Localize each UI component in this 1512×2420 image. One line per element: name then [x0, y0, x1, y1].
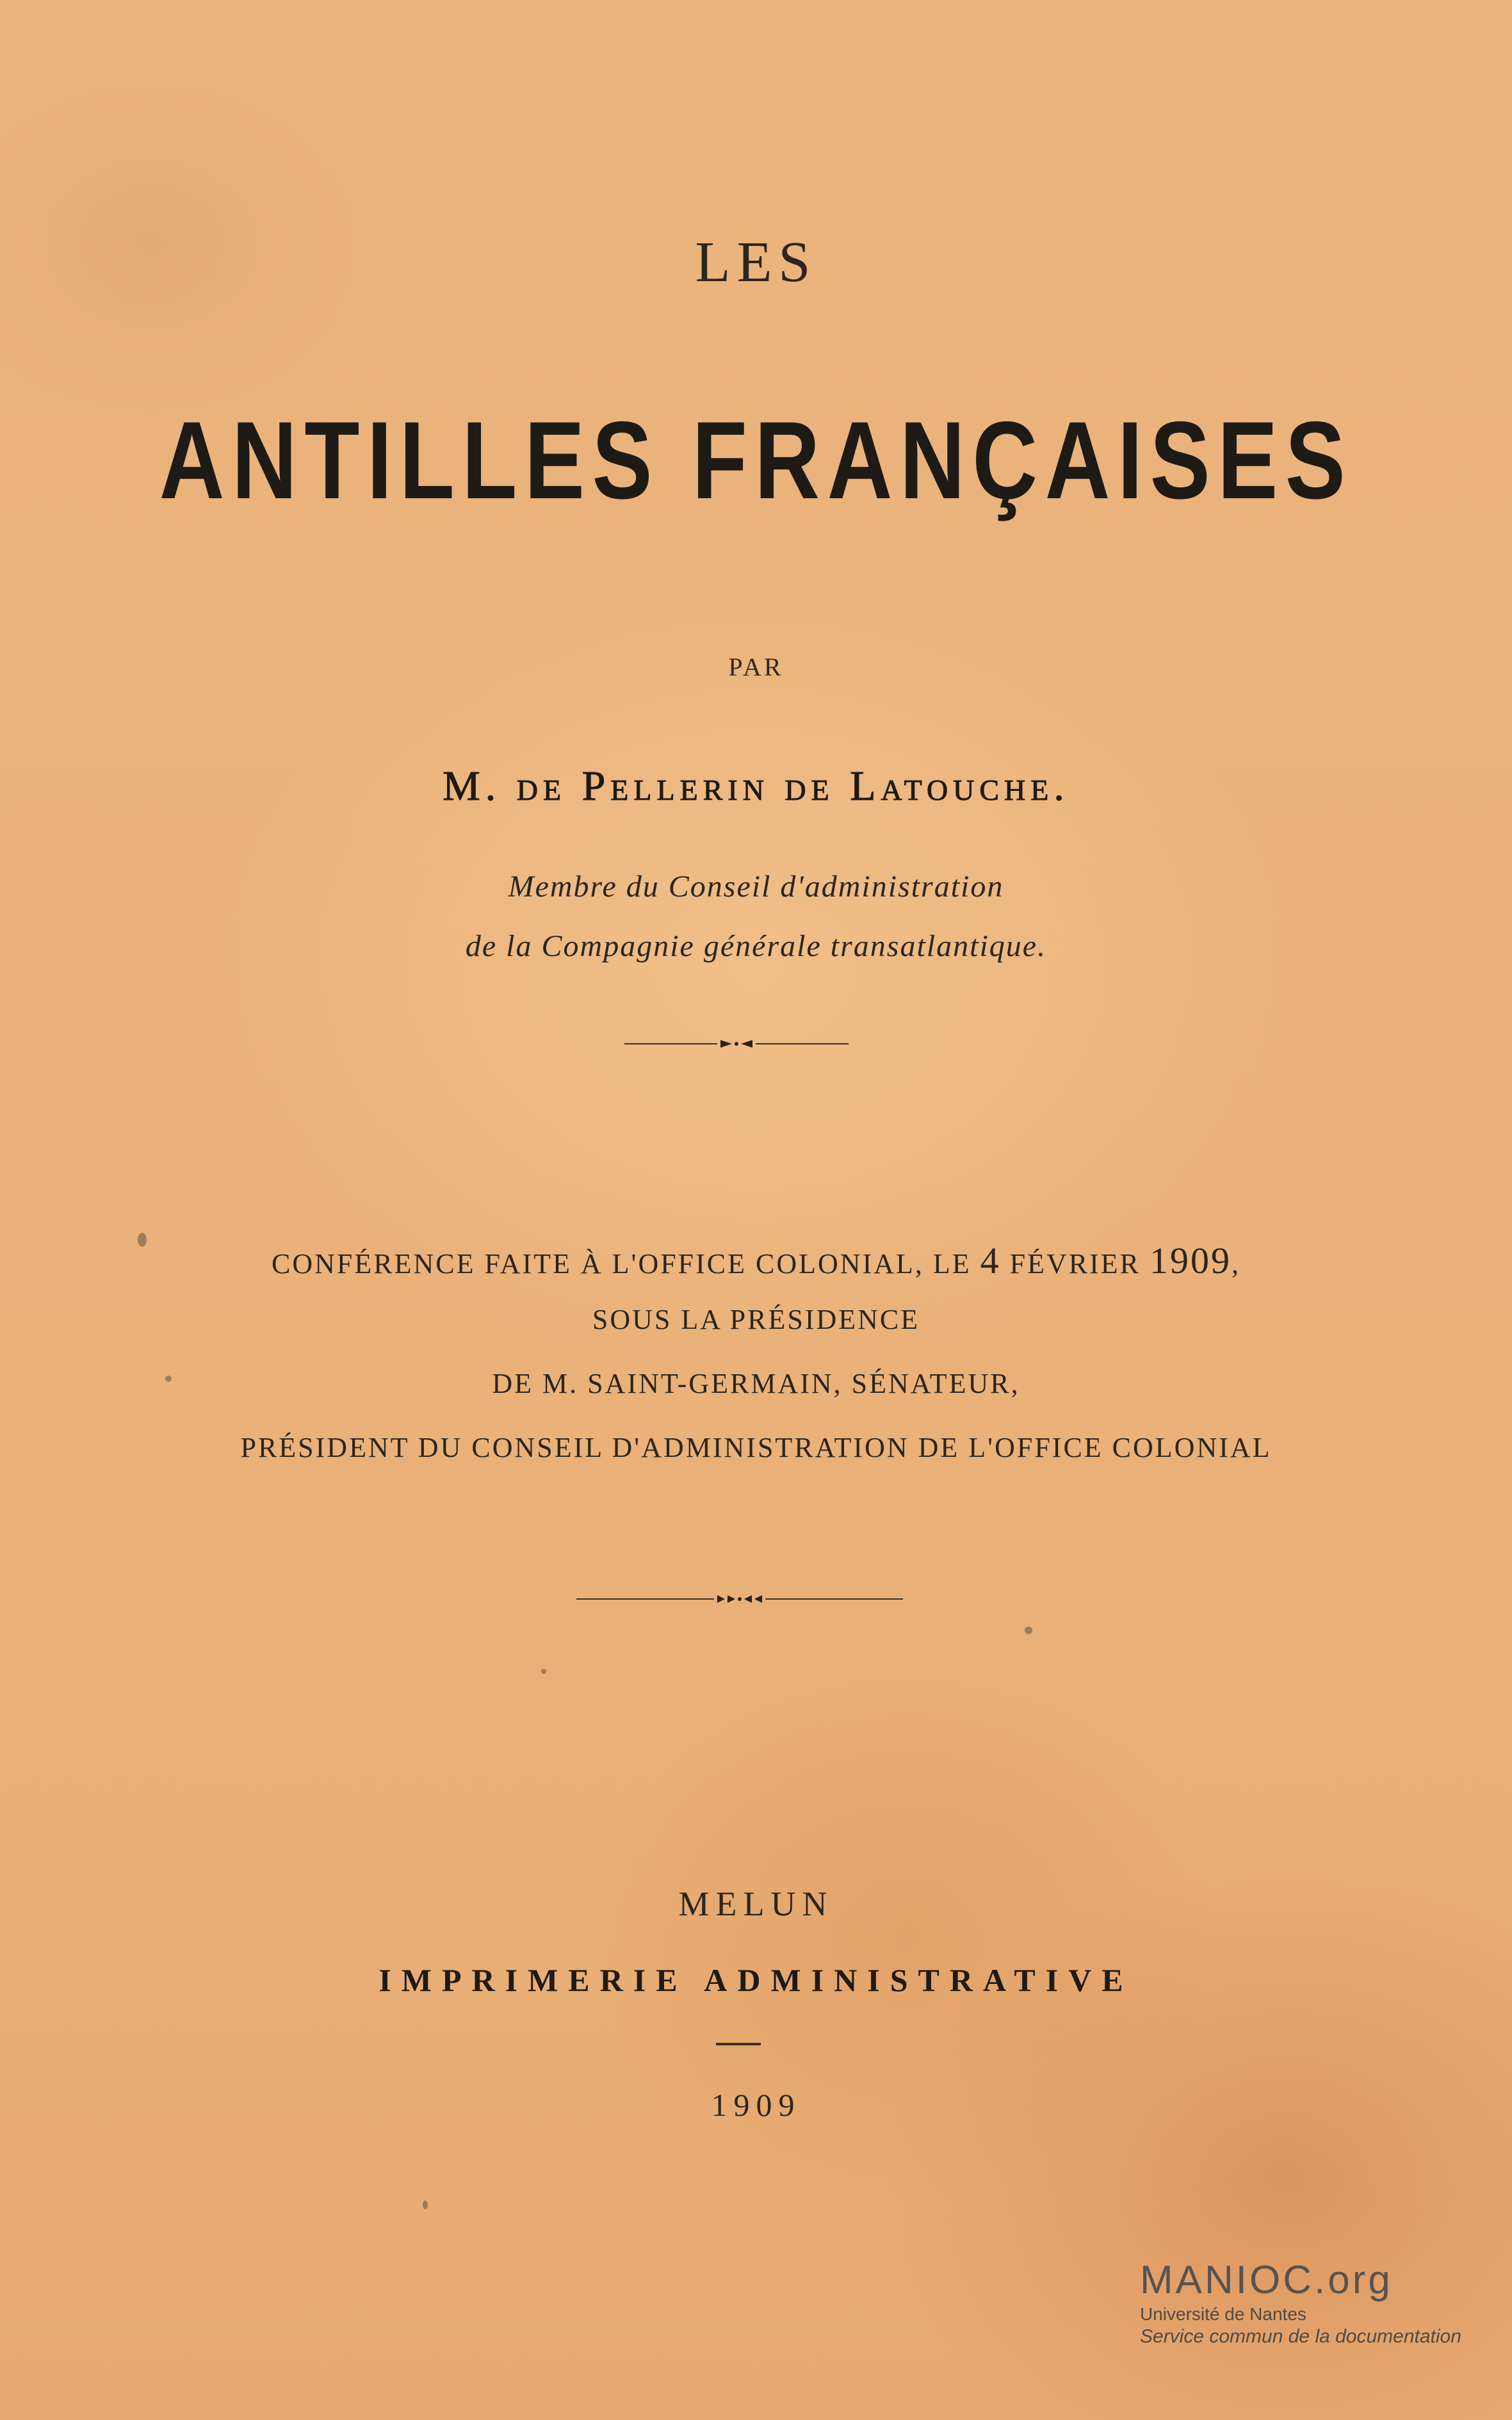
- ornament-divider: [576, 1586, 903, 1612]
- paper-speck: [541, 1669, 546, 1674]
- paper-speck: [138, 1233, 147, 1247]
- library-watermark: [1140, 2258, 1499, 2348]
- publisher-name: IMPRIMERIE ADMINISTRATIVE: [378, 1962, 1134, 1998]
- paper-speck: [423, 2200, 428, 2209]
- publication-city: MELUN: [678, 1885, 834, 1923]
- author-name: M. de Pellerin de Latouche.: [443, 763, 1069, 809]
- publication-year: 1909: [711, 2087, 801, 2123]
- byline-par: PAR: [728, 653, 784, 681]
- conference-line-2: SOUS LA PRÉSIDENCE: [592, 1304, 920, 1335]
- title-article: LES: [695, 231, 817, 294]
- author-role-line-2: de la Compagnie générale transatlantique.: [465, 929, 1047, 963]
- paper-speck: [165, 1376, 172, 1382]
- divider-dash: [716, 2043, 761, 2045]
- watermark-service: Service commun de la documentation: [1140, 2326, 1461, 2347]
- manioc-logo: MANIOC.org: [1140, 2258, 1393, 2302]
- conference-line-4: PRÉSIDENT DU CONSEIL D'ADMINISTRATION DE L'OFFICE COLONIAL: [240, 1432, 1272, 1463]
- watermark-university: Université de Nantes: [1140, 2304, 1306, 2324]
- paper-speck: [1025, 1627, 1032, 1634]
- conference-line-3: DE M. SAINT-GERMAIN, SÉNATEUR,: [492, 1368, 1020, 1399]
- ornament-divider: [624, 1031, 849, 1057]
- conference-line-1: CONFÉRENCE FAITE À L'OFFICE COLONIAL, LE 4 FÉVRIER 1909,: [272, 1240, 1240, 1281]
- document-title: ANTILLES FRANÇAISES: [159, 399, 1353, 522]
- author-role-line-1: Membre du Conseil d'administration: [508, 870, 1004, 904]
